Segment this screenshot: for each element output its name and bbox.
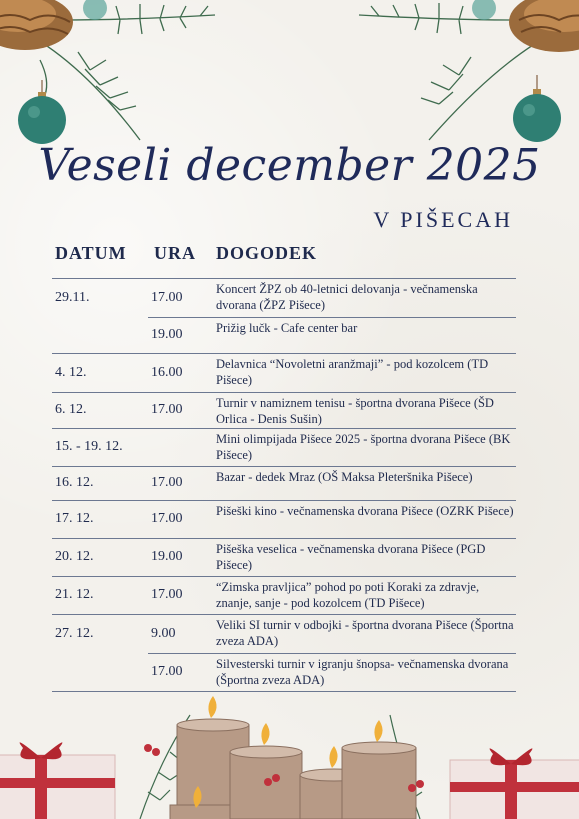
event-date: 16. 12.	[55, 475, 94, 490]
pine-decoration-right	[349, 0, 579, 150]
table-divider	[52, 466, 516, 467]
table-divider	[52, 576, 516, 577]
event-description: Turnir v namiznem tenisu - športna dvorana Pišece (ŠD Orlica - Denis Sušin)	[216, 396, 494, 426]
event-date: 15. - 19. 12.	[55, 439, 123, 454]
event-time: 19.00	[151, 327, 183, 342]
event-description: Prižig lučk - Cafe center bar	[216, 321, 358, 335]
table-divider	[52, 278, 516, 279]
table-divider	[148, 317, 516, 318]
gift-icon	[450, 748, 579, 819]
pine-cone-icon	[0, 0, 73, 50]
event-description: Veliki SI turnir v odbojki - športna dvorana Pišece (Športna zveza ADA)	[216, 618, 514, 648]
event-description: Bazar - dedek Mraz (OŠ Maksa Pleteršnika Pišece)	[216, 470, 473, 484]
pine-cone-icon	[509, 0, 579, 52]
event-time: 9.00	[151, 625, 176, 641]
ornament-icon	[18, 80, 66, 144]
event-date: 27. 12.	[55, 625, 94, 641]
header-event: DOGODEK	[216, 243, 318, 263]
event-time: 17.00	[151, 664, 183, 679]
table-divider	[52, 538, 516, 539]
table-divider	[52, 500, 516, 501]
event-time: 17.00	[151, 511, 183, 526]
event-date: 20. 12.	[55, 549, 94, 564]
event-description: Mini olimpijada Pišece 2025 - športna dvorana Pišece (BK Pišece)	[216, 432, 511, 462]
event-time: 19.00	[151, 549, 183, 564]
event-time: 17.00	[151, 402, 183, 417]
event-time: 16.00	[151, 364, 183, 380]
event-description: Delavnica “Novoletni aranžmaji” - pod kozolcem (TD Pišece)	[216, 357, 489, 387]
event-date: 4. 12.	[55, 364, 87, 380]
table-divider	[52, 353, 516, 354]
gift-icon	[0, 742, 115, 819]
page-subtitle: V PIŠECAH	[373, 207, 513, 232]
table-divider	[52, 428, 516, 429]
table-divider	[52, 614, 516, 615]
ornament-icon	[513, 75, 561, 142]
candles-decoration	[0, 690, 579, 819]
event-time: 17.00	[151, 587, 183, 602]
event-description: “Zimska pravljica” pohod po poti Koraki za zdravje, znanje, sanje - pod kozolcem (TD Pišece)	[216, 580, 480, 610]
event-time: 17.00	[151, 475, 183, 490]
event-date: 21. 12.	[55, 587, 94, 602]
page-title: Veseli december 2025	[38, 140, 541, 191]
event-description: Pišeški kino - večnamenska dvorana Pišece (OZRK Pišece)	[216, 504, 514, 518]
header-date: DATUM	[55, 243, 127, 263]
event-time: 17.00	[151, 289, 183, 305]
table-divider	[148, 653, 516, 654]
event-description: Koncert ŽPZ ob 40-letnici delovanja - večnamenska dvorana (ŽPZ Pišece)	[216, 282, 478, 312]
header-time: URA	[154, 243, 196, 263]
pine-decoration-left	[0, 0, 230, 150]
event-date: 17. 12.	[55, 511, 94, 526]
table-divider	[52, 392, 516, 393]
event-description: Pišeška veselica - večnamenska dvorana Pišece (PGD Pišece)	[216, 542, 486, 572]
event-date: 29.11.	[55, 289, 90, 305]
event-description: Silvesterski turnir v igranju šnopsa- večnamenska dvorana (Športna zveza ADA)	[216, 657, 509, 687]
event-date: 6. 12.	[55, 402, 87, 417]
